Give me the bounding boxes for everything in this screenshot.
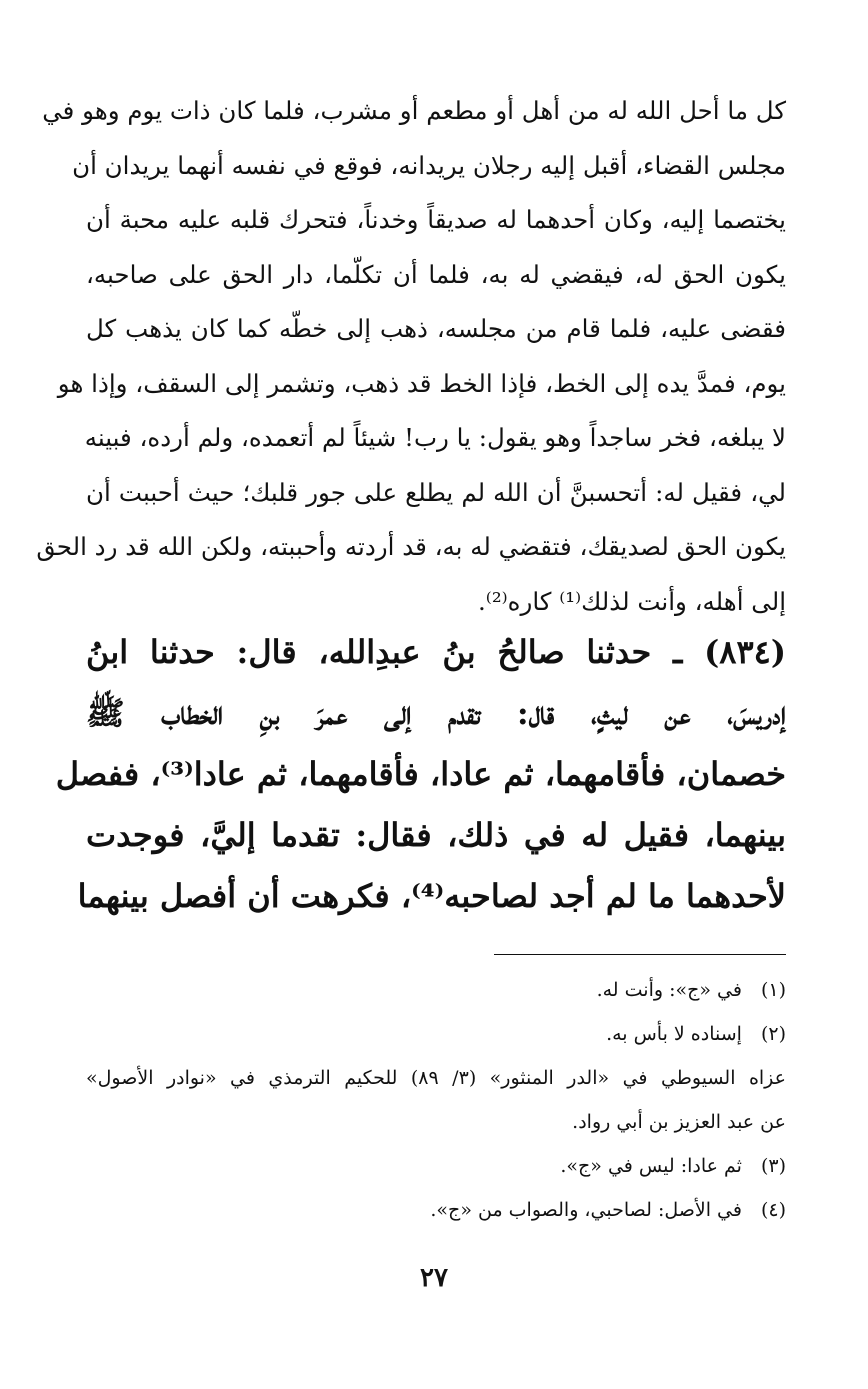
body-line-9: يكون الحق لصديقك، فتقضي له به، قد أردته وأحببته، ولكن الله قد رد الحق bbox=[36, 532, 786, 561]
footnote-text: في «ج»: وأنت له. bbox=[596, 979, 742, 1001]
body-line-3: يختصما إليه، وكان أحدهما له صديقاً وخدناً، فتحرك قلبه عليه محبة أن bbox=[86, 205, 787, 234]
footnote-divider bbox=[494, 954, 786, 955]
footnote-number: (١) bbox=[760, 979, 786, 1001]
body-line-1: كل ما أحل الله له من أهل أو مطعم أو مشرب، فلما كان ذات يوم وهو في bbox=[42, 96, 786, 125]
hadith-834 bbox=[55, 622, 786, 927]
body-line-6: يوم، فمدَّ يده إلى الخط، فإذا الخط قد ذهب، وتشمر إلى السقف، وإذا هو bbox=[57, 368, 786, 398]
hadith-line-1-text: ـ حدثنا صالحُ بنُ عبدِالله، قال: حدثنا ابنُ bbox=[86, 633, 683, 671]
footnote-3 bbox=[86, 1144, 786, 1188]
hadith-line-5: لأحدهما ما لم أجد لصاحبه⁽⁴⁾، فكرهت أن أفصل بينهما bbox=[77, 877, 786, 915]
page-number: ٢٧ bbox=[420, 1263, 448, 1293]
body-line-2: مجلس القضاء، أقبل إليه رجلان يريدانه، فوقع في نفسه أنهما يريدان أن bbox=[72, 150, 786, 180]
body-line-7: لا يبلغه، فخر ساجداً وهو يقول: يا رب! شيئاً لم أتعمده، ولم أرده، فبينه bbox=[84, 423, 786, 452]
hadith-line-1 bbox=[86, 622, 786, 683]
body-line-10: إلى أهله، وأنت لذلك⁽¹⁾ كاره⁽²⁾. bbox=[478, 586, 786, 616]
footnote-number: (٣) bbox=[760, 1155, 786, 1177]
continued-paragraph bbox=[36, 84, 787, 629]
footnote-text: ثم عادا: ليس في «ج». bbox=[560, 1155, 742, 1177]
footnote-2-continuation-1: عزاه السيوطي في «الدر المنثور» (٣/ ٨٩) للحكيم الترمذي في «نوادر الأصول» bbox=[86, 1067, 786, 1089]
hadith-line-2: إدريسَ، عن ليثٍ، قال: تقدم إلى عمرَ بنِ الخطاب ﷺ bbox=[86, 694, 786, 732]
hadith-number: (٨٣٤) bbox=[704, 633, 786, 671]
footnote-2 bbox=[86, 1012, 786, 1056]
footnotes bbox=[86, 968, 786, 1232]
footnote-1 bbox=[86, 968, 786, 1012]
footnote-4 bbox=[86, 1188, 786, 1232]
body-line-5: فقضى عليه، فلما قام من مجلسه، ذهب إلى خطّه كما كان يذهب كل bbox=[86, 314, 786, 343]
footnote-text: في الأصل: لصاحبي، والصواب من «ج». bbox=[430, 1199, 742, 1221]
body-line-8: لي، فقيل له: أتحسبنَّ أن الله لم يطلع على جور قلبك؛ حيث أحببت أن bbox=[86, 477, 786, 507]
body-line-4: يكون الحق له، فيقضي له به، فلما أن تكلّما، دار الحق على صاحبه، bbox=[86, 259, 786, 289]
footnote-number: (٤) bbox=[760, 1199, 786, 1221]
hadith-line-3: خصمان، فأقامهما، ثم عادا، فأقامهما، ثم عادا⁽³⁾، ففصل bbox=[55, 755, 786, 793]
footnote-2-continuation-2: عن عبد العزيز بن أبي رواد. bbox=[572, 1111, 786, 1133]
hadith-line-4: بينهما، فقيل له في ذلك، فقال: تقدما إليَّ، فوجدت bbox=[86, 816, 786, 854]
footnote-text: إسناده لا بأس به. bbox=[606, 1023, 742, 1045]
footnote-number: (٢) bbox=[760, 1023, 786, 1045]
